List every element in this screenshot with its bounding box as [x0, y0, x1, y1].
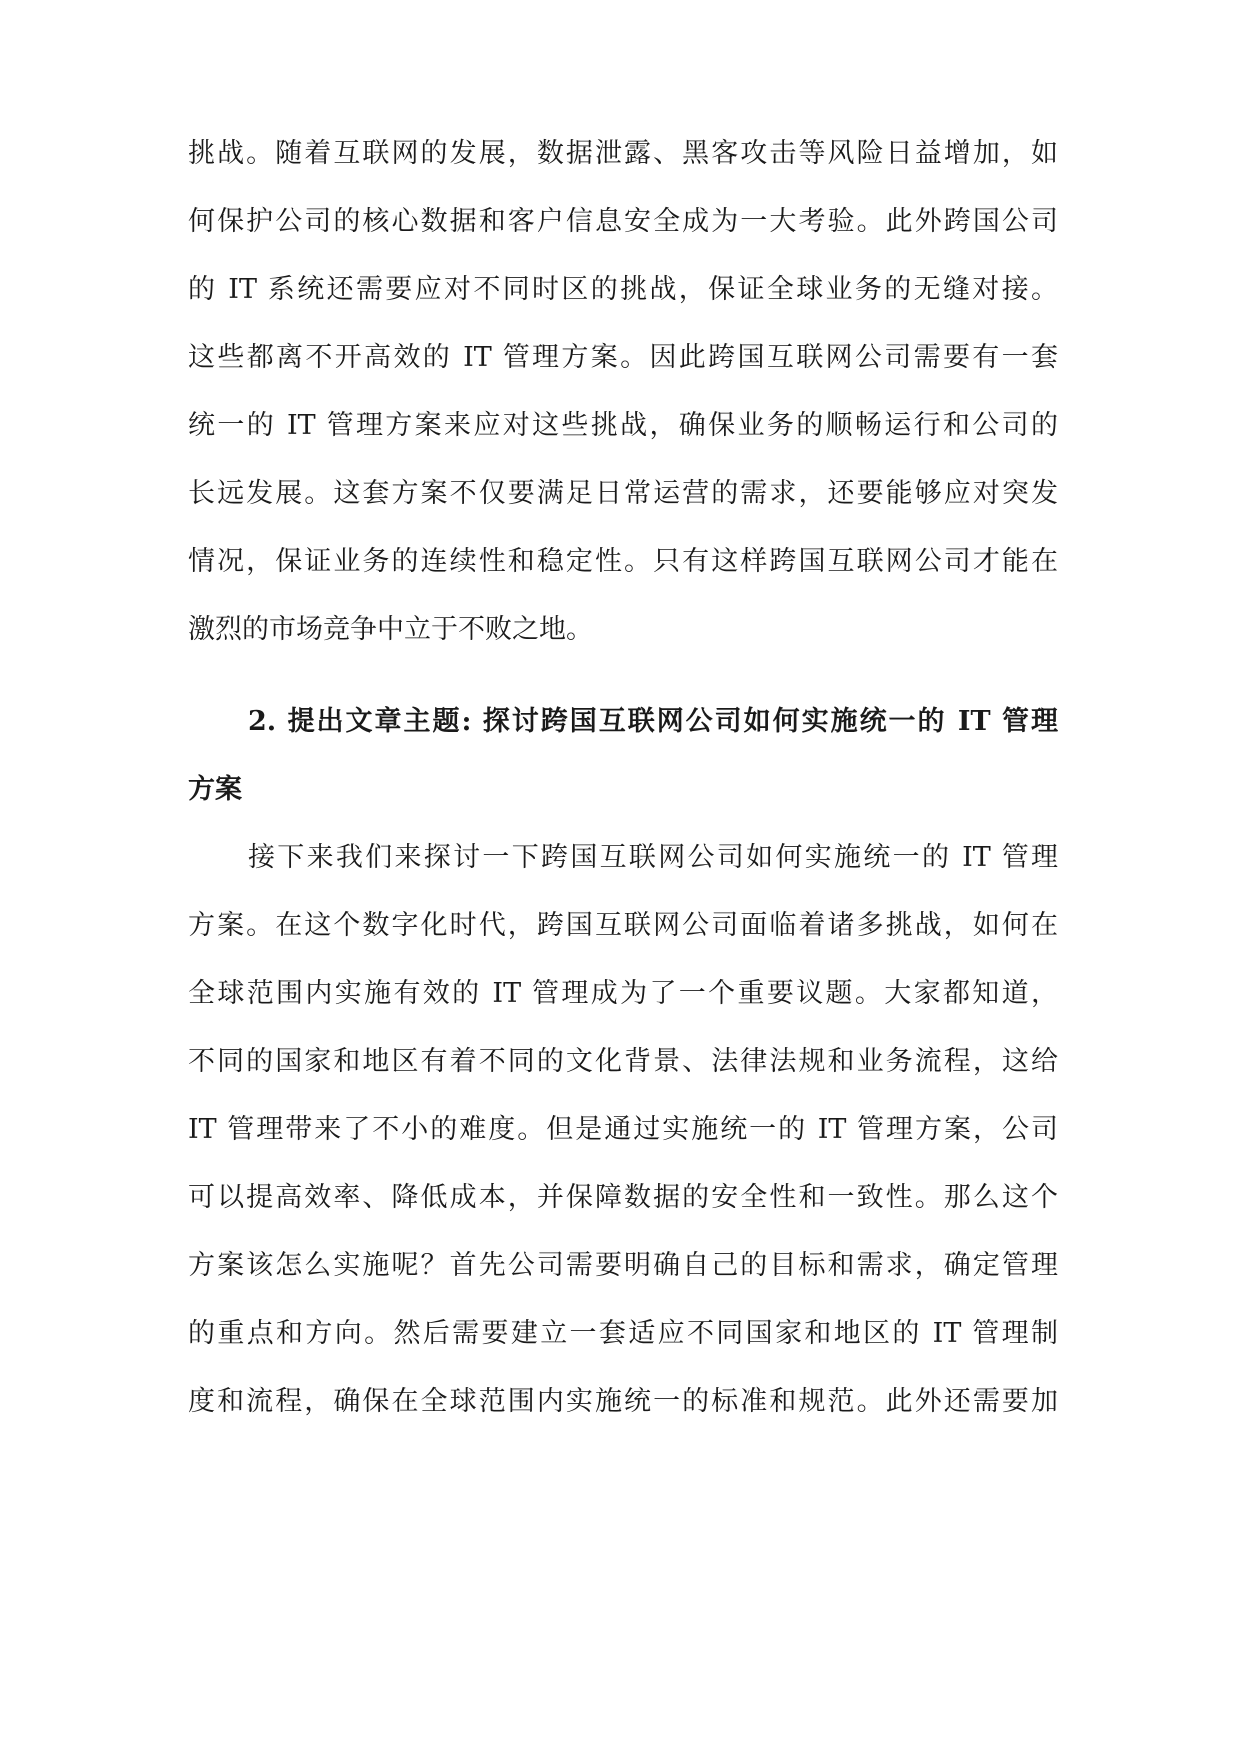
paragraph-1-line-2: 何保护公司的核心数据和客户信息安全成为一大考验。此外跨国公司	[188, 206, 1058, 237]
paragraph-2-line-7: 方案该怎么实施呢？首先公司需要明确自己的目标和需求，确定管理	[188, 1250, 1058, 1281]
paragraph-2-line-3: 全球范围内实施有效的 IT 管理成为了一个重要议题。大家都知道，	[188, 978, 1058, 1009]
section-heading-line-2: 方案	[188, 774, 242, 805]
paragraph-2-line-8: 的重点和方向。然后需要建立一套适应不同国家和地区的 IT 管理制	[188, 1318, 1058, 1349]
paragraph-2-line-4: 不同的国家和地区有着不同的文化背景、法律法规和业务流程，这给	[188, 1046, 1058, 1077]
section-heading-line-1: 2. 提出文章主题: 探讨跨国互联网公司如何实施统一的 IT 管理	[248, 706, 1058, 737]
paragraph-1-line-8: 激烈的市场竞争中立于不败之地。	[188, 614, 593, 645]
paragraph-2-line-2: 方案。在这个数字化时代，跨国互联网公司面临着诸多挑战，如何在	[188, 910, 1058, 941]
paragraph-1-line-3: 的 IT 系统还需要应对不同时区的挑战，保证全球业务的无缝对接。	[188, 274, 1058, 305]
paragraph-1-line-1: 挑战。随着互联网的发展，数据泄露、黑客攻击等风险日益增加，如	[188, 138, 1058, 169]
paragraph-2-line-6: 可以提高效率、降低成本，并保障数据的安全性和一致性。那么这个	[188, 1182, 1058, 1213]
paragraph-2-line-5: IT 管理带来了不小的难度。但是通过实施统一的 IT 管理方案，公司	[188, 1114, 1058, 1145]
paragraph-1-line-6: 长远发展。这套方案不仅要满足日常运营的需求，还要能够应对突发	[188, 478, 1058, 509]
paragraph-1-line-7: 情况，保证业务的连续性和稳定性。只有这样跨国互联网公司才能在	[188, 546, 1058, 577]
paragraph-1-line-5: 统一的 IT 管理方案来应对这些挑战，确保业务的顺畅运行和公司的	[188, 410, 1058, 441]
paragraph-2-line-1: 接下来我们来探讨一下跨国互联网公司如何实施统一的 IT 管理	[248, 842, 1058, 873]
paragraph-1-line-4: 这些都离不开高效的 IT 管理方案。因此跨国互联网公司需要有一套	[188, 342, 1058, 373]
paragraph-2-line-9: 度和流程，确保在全球范围内实施统一的标准和规范。此外还需要加	[188, 1386, 1058, 1417]
